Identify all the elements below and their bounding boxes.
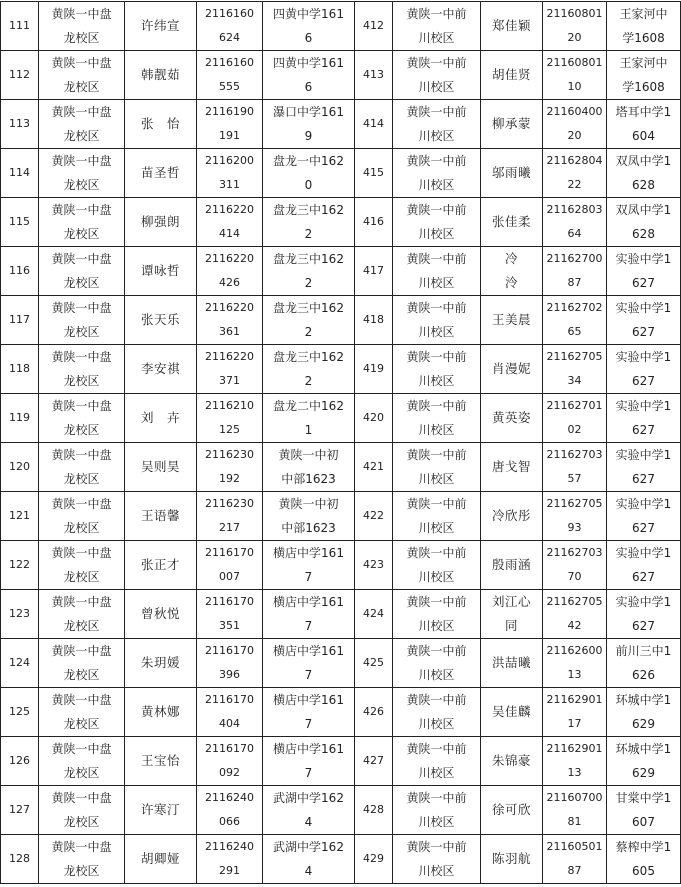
right-row-number-cell: 427 bbox=[355, 737, 393, 786]
left-student-id-cell: 2116220 361 bbox=[197, 296, 263, 345]
left-school-campus-cell: 黄陕一中盘 龙校区 bbox=[39, 541, 125, 590]
right-school-campus-cell: 黄陕一中前 川校区 bbox=[393, 2, 481, 51]
left-school-campus-cell: 黄陕一中盘 龙校区 bbox=[39, 2, 125, 51]
left-student-id-cell: 2116200 311 bbox=[197, 149, 263, 198]
right-student-id-cell: 21160400 20 bbox=[543, 100, 607, 149]
right-student-id-cell: 21160801 10 bbox=[543, 51, 607, 100]
left-row-number-cell: 127 bbox=[1, 786, 39, 835]
left-origin-school-cell: 盘龙三中162 2 bbox=[263, 198, 355, 247]
right-school-campus-cell: 黄陕一中前 川校区 bbox=[393, 100, 481, 149]
left-origin-school-cell: 黄陕一中初 中部1623 bbox=[263, 443, 355, 492]
right-origin-school-cell: 实验中学1 627 bbox=[607, 541, 681, 590]
right-school-campus-cell: 黄陕一中前 川校区 bbox=[393, 247, 481, 296]
right-student-name-cell: 吴佳麟 bbox=[481, 688, 543, 737]
table-row bbox=[1, 688, 681, 737]
right-row-number-cell: 420 bbox=[355, 394, 393, 443]
right-student-name-cell: 郑佳颖 bbox=[481, 2, 543, 51]
right-student-id-cell: 21162703 57 bbox=[543, 443, 607, 492]
left-student-id-cell: 2116220 414 bbox=[197, 198, 263, 247]
left-school-campus-cell: 黄陕一中盘 龙校区 bbox=[39, 737, 125, 786]
left-row-number-cell: 115 bbox=[1, 198, 39, 247]
left-school-campus-cell: 黄陕一中盘 龙校区 bbox=[39, 394, 125, 443]
right-origin-school-cell: 实验中学1 627 bbox=[607, 443, 681, 492]
left-row-number-cell: 116 bbox=[1, 247, 39, 296]
right-student-name-cell: 冷欣彤 bbox=[481, 492, 543, 541]
right-student-id-cell: 21162901 13 bbox=[543, 737, 607, 786]
right-school-campus-cell: 黄陕一中前 川校区 bbox=[393, 394, 481, 443]
left-student-name-cell: 刘 卉 bbox=[125, 394, 197, 443]
right-school-campus-cell: 黄陕一中前 川校区 bbox=[393, 443, 481, 492]
left-origin-school-cell: 横店中学161 7 bbox=[263, 737, 355, 786]
right-row-number-cell: 415 bbox=[355, 149, 393, 198]
admission-list-table bbox=[0, 1, 681, 884]
right-student-id-cell: 21162702 65 bbox=[543, 296, 607, 345]
right-student-name-cell: 张佳柔 bbox=[481, 198, 543, 247]
right-student-name-cell: 邬雨曦 bbox=[481, 149, 543, 198]
left-row-number-cell: 117 bbox=[1, 296, 39, 345]
left-student-name-cell: 柳强朗 bbox=[125, 198, 197, 247]
right-row-number-cell: 412 bbox=[355, 2, 393, 51]
table-row bbox=[1, 51, 681, 100]
left-row-number-cell: 122 bbox=[1, 541, 39, 590]
right-row-number-cell: 419 bbox=[355, 345, 393, 394]
left-school-campus-cell: 黄陕一中盘 龙校区 bbox=[39, 345, 125, 394]
right-row-number-cell: 422 bbox=[355, 492, 393, 541]
right-origin-school-cell: 塔耳中学1 604 bbox=[607, 100, 681, 149]
right-row-number-cell: 413 bbox=[355, 51, 393, 100]
left-student-id-cell: 2116190 191 bbox=[197, 100, 263, 149]
right-row-number-cell: 423 bbox=[355, 541, 393, 590]
left-row-number-cell: 123 bbox=[1, 590, 39, 639]
left-school-campus-cell: 黄陕一中盘 龙校区 bbox=[39, 100, 125, 149]
left-origin-school-cell: 盘龙三中162 2 bbox=[263, 247, 355, 296]
right-row-number-cell: 414 bbox=[355, 100, 393, 149]
right-student-id-cell: 21162703 70 bbox=[543, 541, 607, 590]
right-origin-school-cell: 双凤中学1 628 bbox=[607, 198, 681, 247]
table-row bbox=[1, 100, 681, 149]
table-row bbox=[1, 2, 681, 51]
right-school-campus-cell: 黄陕一中前 川校区 bbox=[393, 296, 481, 345]
right-student-name-cell: 冷 泠 bbox=[481, 247, 543, 296]
left-row-number-cell: 125 bbox=[1, 688, 39, 737]
table-row bbox=[1, 590, 681, 639]
right-row-number-cell: 417 bbox=[355, 247, 393, 296]
left-school-campus-cell: 黄陕一中盘 龙校区 bbox=[39, 639, 125, 688]
right-school-campus-cell: 黄陕一中前 川校区 bbox=[393, 492, 481, 541]
left-school-campus-cell: 黄陕一中盘 龙校区 bbox=[39, 688, 125, 737]
right-origin-school-cell: 实验中学1 627 bbox=[607, 345, 681, 394]
right-student-name-cell: 胡佳贤 bbox=[481, 51, 543, 100]
right-student-name-cell: 朱锦豪 bbox=[481, 737, 543, 786]
left-origin-school-cell: 横店中学161 7 bbox=[263, 639, 355, 688]
table-row bbox=[1, 296, 681, 345]
right-student-name-cell: 刘江心 同 bbox=[481, 590, 543, 639]
right-student-id-cell: 21162701 02 bbox=[543, 394, 607, 443]
table-row bbox=[1, 492, 681, 541]
left-student-name-cell: 谭咏哲 bbox=[125, 247, 197, 296]
right-student-id-cell: 21162803 64 bbox=[543, 198, 607, 247]
left-student-name-cell: 朱玥媛 bbox=[125, 639, 197, 688]
table-row bbox=[1, 737, 681, 786]
right-row-number-cell: 425 bbox=[355, 639, 393, 688]
left-student-id-cell: 2116170 404 bbox=[197, 688, 263, 737]
left-student-name-cell: 王语馨 bbox=[125, 492, 197, 541]
right-student-id-cell: 21160700 81 bbox=[543, 786, 607, 835]
left-origin-school-cell: 四黄中学161 6 bbox=[263, 51, 355, 100]
left-school-campus-cell: 黄陕一中盘 龙校区 bbox=[39, 149, 125, 198]
left-student-name-cell: 许纬宣 bbox=[125, 2, 197, 51]
table-body bbox=[1, 2, 681, 884]
left-school-campus-cell: 黄陕一中盘 龙校区 bbox=[39, 835, 125, 884]
left-row-number-cell: 112 bbox=[1, 51, 39, 100]
right-school-campus-cell: 黄陕一中前 川校区 bbox=[393, 590, 481, 639]
left-school-campus-cell: 黄陕一中盘 龙校区 bbox=[39, 198, 125, 247]
left-student-id-cell: 2116230 192 bbox=[197, 443, 263, 492]
table-row bbox=[1, 149, 681, 198]
left-row-number-cell: 113 bbox=[1, 100, 39, 149]
right-row-number-cell: 424 bbox=[355, 590, 393, 639]
right-student-id-cell: 21162901 17 bbox=[543, 688, 607, 737]
left-origin-school-cell: 盘龙一中162 0 bbox=[263, 149, 355, 198]
right-origin-school-cell: 王家河中 学1608 bbox=[607, 51, 681, 100]
right-row-number-cell: 418 bbox=[355, 296, 393, 345]
left-student-name-cell: 张正才 bbox=[125, 541, 197, 590]
table-row bbox=[1, 786, 681, 835]
right-student-id-cell: 21162804 22 bbox=[543, 149, 607, 198]
right-origin-school-cell: 前川三中1 626 bbox=[607, 639, 681, 688]
right-origin-school-cell: 环城中学1 629 bbox=[607, 737, 681, 786]
right-row-number-cell: 416 bbox=[355, 198, 393, 247]
right-student-id-cell: 21160801 20 bbox=[543, 2, 607, 51]
left-row-number-cell: 111 bbox=[1, 2, 39, 51]
left-student-id-cell: 2116220 426 bbox=[197, 247, 263, 296]
right-student-name-cell: 徐可欣 bbox=[481, 786, 543, 835]
table-row bbox=[1, 541, 681, 590]
right-origin-school-cell: 蔡榨中学1 605 bbox=[607, 835, 681, 884]
table-row bbox=[1, 639, 681, 688]
right-school-campus-cell: 黄陕一中前 川校区 bbox=[393, 639, 481, 688]
right-origin-school-cell: 实验中学1 627 bbox=[607, 394, 681, 443]
left-row-number-cell: 114 bbox=[1, 149, 39, 198]
left-school-campus-cell: 黄陕一中盘 龙校区 bbox=[39, 786, 125, 835]
right-student-name-cell: 唐戈智 bbox=[481, 443, 543, 492]
left-origin-school-cell: 盘龙三中162 2 bbox=[263, 296, 355, 345]
left-student-id-cell: 2116170 396 bbox=[197, 639, 263, 688]
right-student-id-cell: 21162700 87 bbox=[543, 247, 607, 296]
left-row-number-cell: 120 bbox=[1, 443, 39, 492]
right-origin-school-cell: 王家河中 学1608 bbox=[607, 2, 681, 51]
right-school-campus-cell: 黄陕一中前 川校区 bbox=[393, 198, 481, 247]
right-row-number-cell: 428 bbox=[355, 786, 393, 835]
left-student-name-cell: 曾秋悦 bbox=[125, 590, 197, 639]
right-school-campus-cell: 黄陕一中前 川校区 bbox=[393, 737, 481, 786]
right-student-id-cell: 21162600 13 bbox=[543, 639, 607, 688]
left-row-number-cell: 119 bbox=[1, 394, 39, 443]
left-student-name-cell: 韩靓茹 bbox=[125, 51, 197, 100]
right-school-campus-cell: 黄陕一中前 川校区 bbox=[393, 149, 481, 198]
left-origin-school-cell: 瀑口中学161 9 bbox=[263, 100, 355, 149]
table-row bbox=[1, 835, 681, 884]
right-origin-school-cell: 双凤中学1 628 bbox=[607, 149, 681, 198]
right-row-number-cell: 426 bbox=[355, 688, 393, 737]
right-row-number-cell: 421 bbox=[355, 443, 393, 492]
right-origin-school-cell: 环城中学1 629 bbox=[607, 688, 681, 737]
right-school-campus-cell: 黄陕一中前 川校区 bbox=[393, 786, 481, 835]
right-student-id-cell: 21160501 87 bbox=[543, 835, 607, 884]
right-student-name-cell: 陈羽航 bbox=[481, 835, 543, 884]
right-origin-school-cell: 实验中学1 627 bbox=[607, 590, 681, 639]
right-student-name-cell: 殷雨涵 bbox=[481, 541, 543, 590]
table-row bbox=[1, 198, 681, 247]
left-student-id-cell: 2116240 066 bbox=[197, 786, 263, 835]
right-origin-school-cell: 实验中学1 627 bbox=[607, 492, 681, 541]
table-row bbox=[1, 247, 681, 296]
left-origin-school-cell: 横店中学161 7 bbox=[263, 541, 355, 590]
left-school-campus-cell: 黄陕一中盘 龙校区 bbox=[39, 443, 125, 492]
left-student-name-cell: 李安祺 bbox=[125, 345, 197, 394]
left-origin-school-cell: 盘龙三中162 2 bbox=[263, 345, 355, 394]
right-student-id-cell: 21162705 93 bbox=[543, 492, 607, 541]
left-student-id-cell: 2116210 125 bbox=[197, 394, 263, 443]
right-school-campus-cell: 黄陕一中前 川校区 bbox=[393, 51, 481, 100]
left-origin-school-cell: 盘龙二中162 1 bbox=[263, 394, 355, 443]
left-student-name-cell: 张天乐 bbox=[125, 296, 197, 345]
left-student-name-cell: 张 怡 bbox=[125, 100, 197, 149]
table-row bbox=[1, 394, 681, 443]
left-origin-school-cell: 横店中学161 7 bbox=[263, 590, 355, 639]
table-row bbox=[1, 345, 681, 394]
right-school-campus-cell: 黄陕一中前 川校区 bbox=[393, 835, 481, 884]
left-student-id-cell: 2116160 624 bbox=[197, 2, 263, 51]
right-student-name-cell: 洪喆曦 bbox=[481, 639, 543, 688]
left-row-number-cell: 121 bbox=[1, 492, 39, 541]
left-origin-school-cell: 黄陕一中初 中部1623 bbox=[263, 492, 355, 541]
left-student-id-cell: 2116170 092 bbox=[197, 737, 263, 786]
left-row-number-cell: 128 bbox=[1, 835, 39, 884]
right-school-campus-cell: 黄陕一中前 川校区 bbox=[393, 541, 481, 590]
left-school-campus-cell: 黄陕一中盘 龙校区 bbox=[39, 492, 125, 541]
left-school-campus-cell: 黄陕一中盘 龙校区 bbox=[39, 590, 125, 639]
left-school-campus-cell: 黄陕一中盘 龙校区 bbox=[39, 296, 125, 345]
left-origin-school-cell: 横店中学161 7 bbox=[263, 688, 355, 737]
left-student-id-cell: 2116160 555 bbox=[197, 51, 263, 100]
left-student-id-cell: 2116220 371 bbox=[197, 345, 263, 394]
left-student-id-cell: 2116170 007 bbox=[197, 541, 263, 590]
right-school-campus-cell: 黄陕一中前 川校区 bbox=[393, 345, 481, 394]
left-row-number-cell: 118 bbox=[1, 345, 39, 394]
right-origin-school-cell: 实验中学1 627 bbox=[607, 247, 681, 296]
left-origin-school-cell: 武湖中学162 4 bbox=[263, 835, 355, 884]
right-school-campus-cell: 黄陕一中前 川校区 bbox=[393, 688, 481, 737]
left-student-name-cell: 胡卿娅 bbox=[125, 835, 197, 884]
right-origin-school-cell: 甘棠中学1 607 bbox=[607, 786, 681, 835]
left-school-campus-cell: 黄陕一中盘 龙校区 bbox=[39, 247, 125, 296]
left-student-name-cell: 王宝怡 bbox=[125, 737, 197, 786]
left-student-name-cell: 吴则昊 bbox=[125, 443, 197, 492]
right-row-number-cell: 429 bbox=[355, 835, 393, 884]
left-student-id-cell: 2116230 217 bbox=[197, 492, 263, 541]
left-origin-school-cell: 四黄中学161 6 bbox=[263, 2, 355, 51]
left-student-name-cell: 苗圣哲 bbox=[125, 149, 197, 198]
left-student-id-cell: 2116240 291 bbox=[197, 835, 263, 884]
table-row bbox=[1, 443, 681, 492]
right-student-name-cell: 王美晨 bbox=[481, 296, 543, 345]
left-student-name-cell: 许寒汀 bbox=[125, 786, 197, 835]
right-student-name-cell: 黄英姿 bbox=[481, 394, 543, 443]
right-student-name-cell: 柳承蒙 bbox=[481, 100, 543, 149]
left-row-number-cell: 124 bbox=[1, 639, 39, 688]
left-student-name-cell: 黄林娜 bbox=[125, 688, 197, 737]
right-student-id-cell: 21162705 34 bbox=[543, 345, 607, 394]
left-row-number-cell: 126 bbox=[1, 737, 39, 786]
right-student-name-cell: 肖漫妮 bbox=[481, 345, 543, 394]
right-student-id-cell: 21162705 42 bbox=[543, 590, 607, 639]
left-origin-school-cell: 武湖中学162 4 bbox=[263, 786, 355, 835]
left-student-id-cell: 2116170 351 bbox=[197, 590, 263, 639]
right-origin-school-cell: 实验中学1 627 bbox=[607, 296, 681, 345]
left-school-campus-cell: 黄陕一中盘 龙校区 bbox=[39, 51, 125, 100]
